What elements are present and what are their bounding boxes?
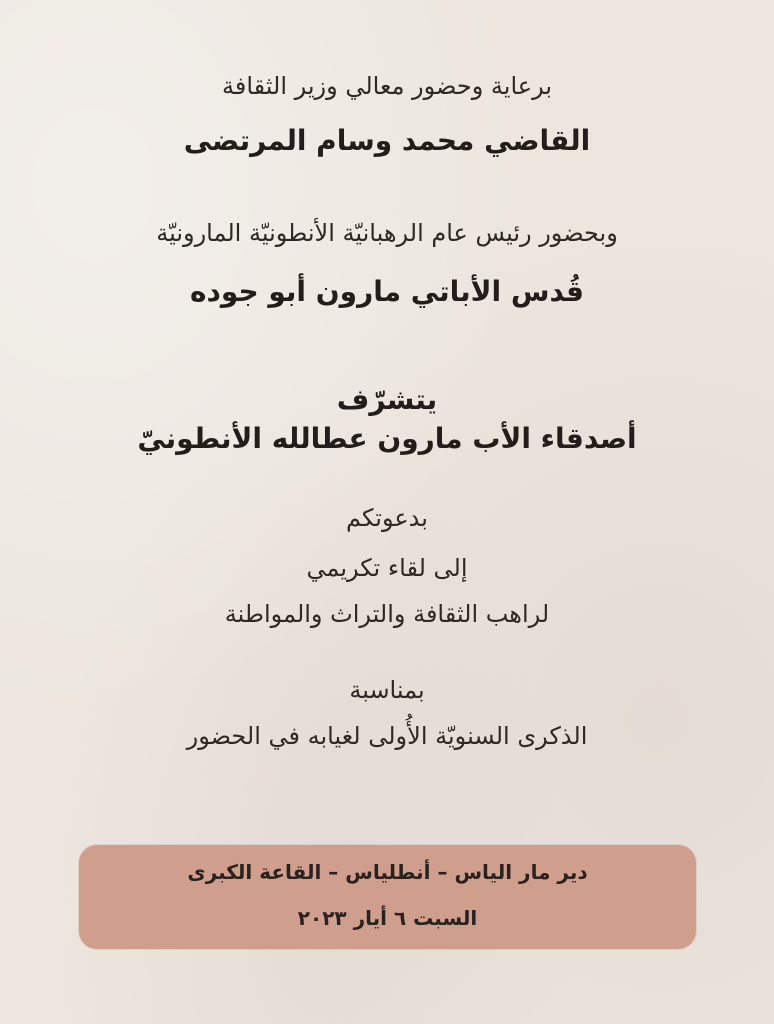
occasion-word: بمناسبة [349, 676, 425, 704]
event-date: السبت ٦ أيار ٢٠٢٣ [297, 906, 478, 930]
abbot-name: قُدس الأباتي مارون أبو جوده [189, 275, 585, 308]
presence-line: وبحضور رئيس عام الرهبانيّة الأنطونيّة المارونيّة [156, 219, 618, 247]
venue-box [79, 845, 696, 949]
invite-word: بدعوتكم [346, 504, 428, 532]
occasion-line: الذكرى السنويّة الأُولى لغيابه في الحضور [186, 722, 588, 750]
honored-by-line: يتشرّف [336, 383, 438, 416]
hosts-line: أصدقاء الأب مارون عطالله الأنطونيّ [137, 422, 637, 455]
honoree-description: لراهب الثقافة والتراث والمواطنة [224, 600, 550, 628]
venue-location: دير مار الياس – أنطلياس – القاعة الكبرى [187, 860, 588, 884]
minister-name: القاضي محمد وسام المرتضى [183, 124, 591, 157]
patronage-line: برعاية وحضور معالي وزير الثقافة [221, 72, 553, 100]
event-type: إلى لقاء تكريمي [306, 554, 468, 582]
